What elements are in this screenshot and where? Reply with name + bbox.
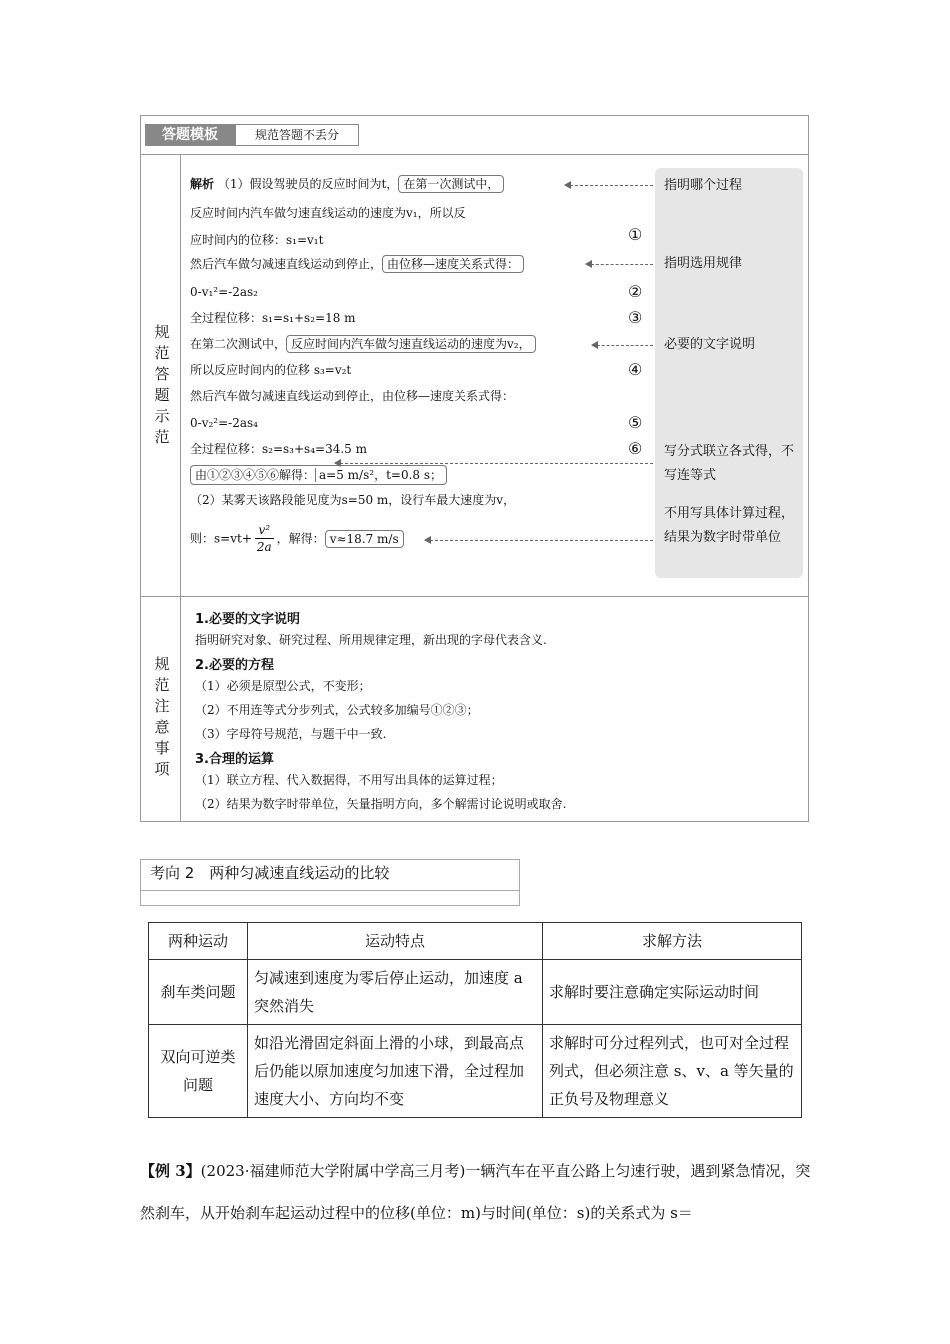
example-label: 【例 3】 bbox=[140, 1162, 201, 1180]
table-row bbox=[149, 960, 802, 1025]
table-cell-method: 求解时可分过程列式，也可对全过程列式，但必须注意 s、v、a 等矢量的正负号及物理意义 bbox=[543, 1025, 802, 1118]
rule-3-item-1: （1）联立方程、代入数据得，不用写出具体的运算过程； bbox=[195, 773, 503, 787]
rule-2-item-2: （2）不用连等式分步列式，公式较多加编号①②③； bbox=[195, 703, 479, 717]
solution-line-14 bbox=[190, 522, 404, 555]
solution-line-8: 所以反应时间内的位移 s₃=v₂t bbox=[190, 363, 352, 377]
table-cell-type: 刹车类问题 bbox=[149, 960, 248, 1025]
example-paragraph bbox=[140, 1150, 815, 1234]
rule-2-title: 2.必要的方程 bbox=[195, 658, 274, 673]
solution-line-12 bbox=[190, 465, 447, 485]
table-cell-method: 求解时要注意确定实际运动时间 bbox=[543, 960, 802, 1025]
topic-header-rule bbox=[140, 890, 520, 891]
table-header: 求解方法 bbox=[543, 923, 802, 960]
template-tag: 答题模板 bbox=[145, 124, 235, 146]
line-12-box-part2: a=5 m/s²，t=0.8 s； bbox=[315, 468, 442, 482]
table-cell-feature: 如沿光滑固定斜面上滑的小球，到最高点后仍能以原加速度匀加速下滑，全过程加速度大小、方向均不变 bbox=[248, 1025, 543, 1118]
section-divider bbox=[140, 596, 809, 597]
equation-number-3: ③ bbox=[628, 308, 643, 327]
line-7-box: 反应时间内汽车做匀速直线运动的速度为v₂， bbox=[286, 335, 536, 353]
line-4-text: 然后汽车做匀减速直线运动到停止， bbox=[190, 257, 383, 271]
solution-line-3: 应时间内的位移：s₁=v₁t bbox=[190, 233, 324, 247]
equation-number-4: ④ bbox=[628, 360, 643, 379]
line-4-box: 由位移—速度关系式得： bbox=[382, 255, 524, 273]
line-12-box bbox=[190, 465, 447, 485]
equation-number-5: ⑤ bbox=[628, 413, 643, 432]
solution-line-6: 全过程位移：s₁=s₁+s₂=18 m bbox=[190, 311, 356, 325]
solution-line-2: 反应时间内汽车做匀速直线运动的速度为v₁，所以反 bbox=[190, 206, 466, 220]
annotation-2: 指明选用规律 bbox=[664, 256, 743, 271]
line-1-text: （1）假设驾驶员的反应时间为t， bbox=[217, 177, 399, 191]
line-14-box: v≈18.7 m/s bbox=[325, 530, 404, 548]
table-header-row bbox=[149, 923, 802, 960]
rule-2-item-1: （1）必须是原型公式，不变形； bbox=[195, 679, 371, 693]
annotation-3: 必要的文字说明 bbox=[664, 337, 756, 352]
side-label-demo: 规 范 答 题 示 范 bbox=[154, 323, 170, 446]
solution-line-7 bbox=[190, 336, 536, 352]
rule-2-item-3: （3）字母符号规范，与题干中一致. bbox=[195, 727, 387, 741]
rule-1-text: 指明研究对象、研究过程、所用规律定理，新出现的字母代表含义. bbox=[195, 633, 547, 647]
rule-1-title: 1.必要的文字说明 bbox=[195, 612, 300, 627]
side-label-notes: 规 范 注 意 事 项 bbox=[154, 655, 170, 778]
table-cell-feature: 匀减速到速度为零后停止运动，加速度 a 突然消失 bbox=[248, 960, 543, 1025]
arrow-3 bbox=[592, 345, 653, 346]
arrow-4 bbox=[335, 463, 653, 464]
arrow-2 bbox=[586, 264, 653, 265]
rule-3-title: 3.合理的运算 bbox=[195, 752, 274, 767]
solution-line-5: 0-v₁²=-2as₂ bbox=[190, 285, 258, 299]
solution-line-10: 0-v₂²=-2as₄ bbox=[190, 416, 258, 430]
solution-line-11: 全过程位移：s₂=s₃+s₄=34.5 m bbox=[190, 442, 367, 456]
table-row bbox=[149, 1025, 802, 1118]
equation-number-6: ⑥ bbox=[628, 439, 643, 458]
annotation-4: 写分式联立各式得，不写连等式 bbox=[664, 444, 795, 483]
table-header: 运动特点 bbox=[248, 923, 543, 960]
solution-line-13: （2）某雾天该路段能见度为s=50 m，设行车最大速度为v， bbox=[190, 493, 516, 507]
line-14-text-1: 则：s=vt+ bbox=[190, 531, 252, 546]
analysis-label: 解析 bbox=[190, 177, 215, 191]
example-text: 一辆汽车在平直公路上匀速行驶，遇到紧急情况，突然刹车，从开始刹车起运动过程中的位移(单位：m)与时间(单位：s)的关系式为 s＝ bbox=[140, 1162, 811, 1222]
fraction-numerator: v² bbox=[255, 522, 274, 539]
solution-line-9: 然后汽车做匀减速直线运动到停止，由位移—速度关系式得： bbox=[190, 389, 515, 403]
equation-number-2: ② bbox=[628, 282, 643, 301]
line-1-box: 在第一次测试中， bbox=[398, 175, 504, 193]
example-source: (2023·福建师范大学附属中学高三月考) bbox=[200, 1162, 466, 1180]
table-header: 两种运动 bbox=[149, 923, 248, 960]
column-divider bbox=[180, 155, 181, 822]
arrow-5 bbox=[425, 540, 653, 541]
arrow-1 bbox=[565, 185, 653, 186]
solution-line-1 bbox=[190, 176, 504, 192]
table-cell-type: 双向可逆类问题 bbox=[149, 1025, 248, 1118]
rule-3-item-2: （2）结果为数字时带单位，矢量指明方向，多个解需讨论说明或取舍. bbox=[195, 797, 567, 811]
line-12-box-part1: 由①②③④⑤⑥解得： bbox=[195, 468, 316, 482]
fraction-denominator: 2a bbox=[256, 540, 272, 554]
solution-line-4 bbox=[190, 256, 524, 272]
equation-number-1: ① bbox=[628, 225, 643, 244]
line-7-text: 在第二次测试中， bbox=[190, 337, 287, 351]
annotation-5: 不用写具体计算过程，结果为数字时带单位 bbox=[664, 506, 795, 545]
annotation-1: 指明哪个过程 bbox=[664, 178, 743, 193]
comparison-table bbox=[148, 922, 802, 1118]
topic-title: 考向 2 两种匀减速直线运动的比较 bbox=[150, 864, 390, 882]
template-subtag: 规范答题不丢分 bbox=[235, 124, 359, 146]
fraction bbox=[255, 522, 274, 555]
line-14-text-2: ，解得： bbox=[276, 531, 325, 546]
